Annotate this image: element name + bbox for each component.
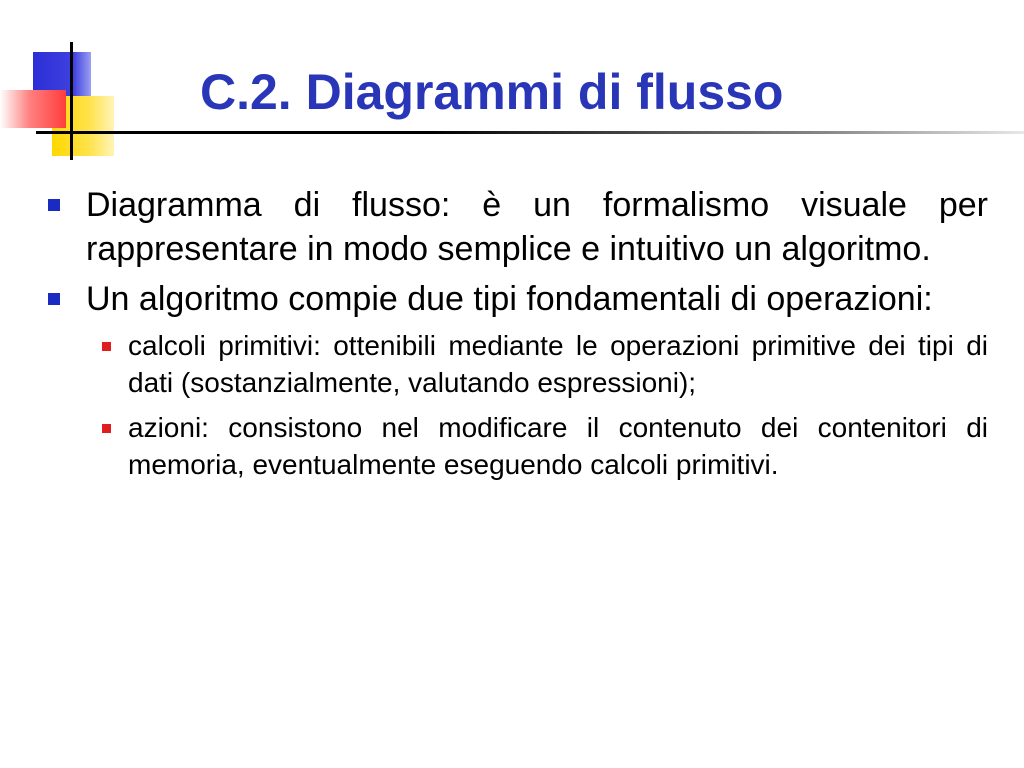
bullet-item-flowchart-definition bbox=[40, 183, 988, 271]
sub-bullet-text: azioni: consistono nel modificare il contenuto dei contenitori di memoria, eventualmente eseguendo calcoli primitivi. bbox=[128, 412, 988, 480]
sub-bullet-text: calcoli primitivi: ottenibili mediante le operazioni primitive dei tipi di dati (sostanzialmente, valutando espressioni); bbox=[128, 330, 988, 398]
vertical-rule bbox=[70, 42, 73, 160]
square-bullet-icon bbox=[48, 199, 60, 211]
red-square bbox=[0, 90, 66, 128]
bullet-text: Un algoritmo compie due tipi fondamentali di operazioni: bbox=[86, 280, 933, 318]
bullet-text: Diagramma di flusso: è un formalismo visuale per rappresentare in modo semplice e intuitivo un algoritmo. bbox=[86, 186, 988, 268]
bullet-item-algorithm-operations bbox=[40, 277, 988, 321]
title-underline bbox=[36, 131, 1024, 134]
slide-title: C.2. Diagrammi di flusso bbox=[200, 64, 784, 120]
square-bullet-icon bbox=[48, 293, 60, 305]
small-square-bullet-icon bbox=[102, 342, 111, 351]
sub-bullet-item-primitive-computations bbox=[86, 327, 988, 401]
slide-content bbox=[40, 183, 988, 491]
sub-bullet-item-actions bbox=[86, 409, 988, 483]
small-square-bullet-icon bbox=[102, 424, 111, 433]
corner-squares-logo bbox=[0, 0, 140, 170]
